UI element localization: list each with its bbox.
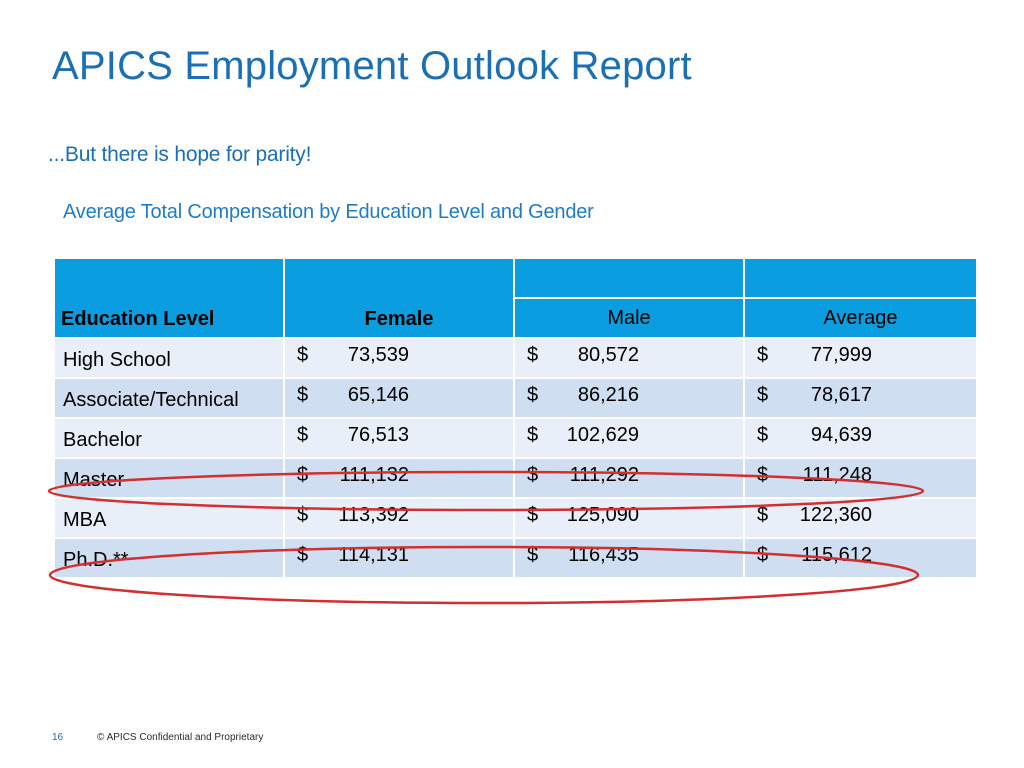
average-cell	[744, 418, 977, 458]
table-row-associate-technical	[54, 378, 977, 418]
average-cell	[744, 458, 977, 498]
male-cell	[514, 378, 744, 418]
education-label: MBA	[63, 508, 107, 531]
table-row-high-school	[54, 338, 977, 378]
average-amount: 77,999	[810, 343, 872, 366]
slide-subtitle: ...But there is hope for parity!	[48, 143, 312, 166]
currency-symbol: $	[527, 343, 539, 366]
female-amount: 111,132	[339, 463, 409, 486]
currency-symbol: $	[757, 383, 769, 406]
education-cell	[54, 498, 284, 538]
female-amount: 73,539	[347, 343, 409, 366]
male-amount: 111,292	[569, 463, 639, 486]
average-amount: 115,612	[801, 543, 872, 566]
currency-symbol: $	[527, 543, 539, 566]
average-amount: 122,360	[799, 503, 872, 526]
education-cell	[54, 378, 284, 418]
female-cell	[284, 378, 514, 418]
table-row-mba	[54, 498, 977, 538]
table-caption: Average Total Compensation by Education Level and Gender	[63, 201, 594, 223]
education-label: High School	[63, 348, 171, 371]
table-row-master	[54, 458, 977, 498]
average-cell	[744, 538, 977, 578]
education-cell	[54, 458, 284, 498]
currency-symbol: $	[297, 383, 309, 406]
male-cell	[514, 418, 744, 458]
currency-symbol: $	[527, 383, 539, 406]
table-row-bachelor	[54, 418, 977, 458]
female-cell	[284, 538, 514, 578]
education-label: Master	[63, 468, 125, 491]
education-label: Associate/Technical	[63, 388, 239, 411]
currency-symbol: $	[297, 543, 309, 566]
currency-symbol: $	[527, 463, 539, 486]
average-amount: 94,639	[810, 423, 872, 446]
table-row-phd	[54, 538, 977, 578]
female-cell	[284, 498, 514, 538]
average-amount: 78,617	[810, 383, 872, 406]
education-label: Ph.D.**	[63, 548, 129, 571]
currency-symbol: $	[297, 423, 309, 446]
education-cell	[54, 418, 284, 458]
average-cell	[744, 498, 977, 538]
female-amount: 114,131	[338, 543, 409, 566]
header-female: Female	[284, 258, 514, 338]
average-cell	[744, 378, 977, 418]
male-amount: 116,435	[568, 543, 639, 566]
currency-symbol: $	[527, 503, 539, 526]
female-cell	[284, 418, 514, 458]
average-cell	[744, 338, 977, 378]
male-amount: 80,572	[577, 343, 639, 366]
copyright-notice: © APICS Confidential and Proprietary	[97, 732, 264, 743]
male-cell	[514, 498, 744, 538]
currency-symbol: $	[757, 343, 769, 366]
header-male: Male	[514, 298, 744, 338]
compensation-table	[53, 257, 978, 579]
currency-symbol: $	[297, 463, 309, 486]
female-amount: 65,146	[347, 383, 409, 406]
education-cell	[54, 538, 284, 578]
slide-title: APICS Employment Outlook Report	[52, 44, 692, 88]
average-amount: 111,248	[802, 463, 872, 486]
currency-symbol: $	[297, 343, 309, 366]
female-cell	[284, 458, 514, 498]
male-amount: 102,629	[566, 423, 639, 446]
currency-symbol: $	[757, 543, 769, 566]
male-amount: 125,090	[566, 503, 639, 526]
female-cell	[284, 338, 514, 378]
male-cell	[514, 538, 744, 578]
female-amount: 113,392	[338, 503, 409, 526]
currency-symbol: $	[297, 503, 309, 526]
male-amount: 86,216	[577, 383, 639, 406]
header-average-top-blank	[744, 258, 977, 298]
currency-symbol: $	[757, 503, 769, 526]
education-label: Bachelor	[63, 428, 142, 451]
male-cell	[514, 338, 744, 378]
male-cell	[514, 458, 744, 498]
education-cell	[54, 338, 284, 378]
header-average: Average	[744, 298, 977, 338]
header-row	[54, 258, 977, 298]
currency-symbol: $	[757, 463, 769, 486]
header-male-top-blank	[514, 258, 744, 298]
currency-symbol: $	[757, 423, 769, 446]
female-amount: 76,513	[347, 423, 409, 446]
currency-symbol: $	[527, 423, 539, 446]
header-education-level: Education Level	[54, 258, 284, 338]
page-number: 16	[52, 732, 64, 743]
